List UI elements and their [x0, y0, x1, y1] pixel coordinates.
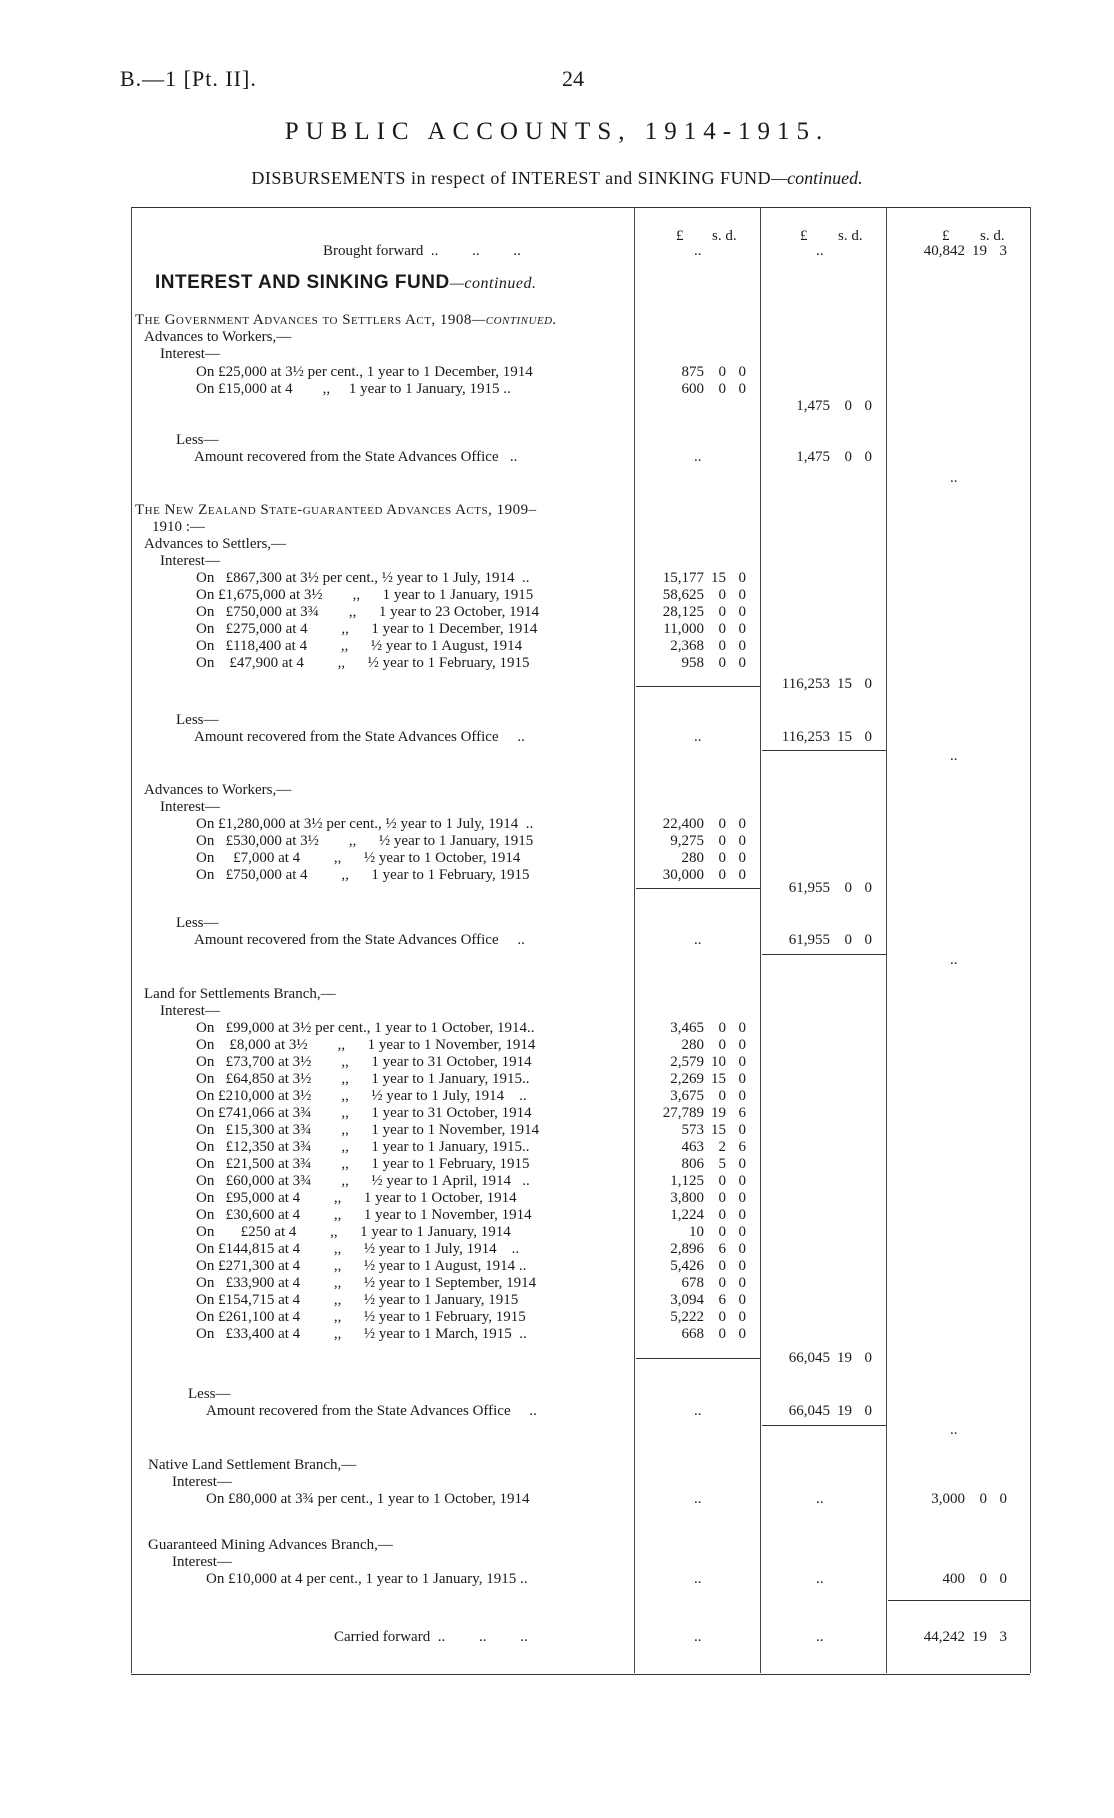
dots: .. — [950, 1422, 958, 1438]
brought-forward-amount: 40,842 19 3 — [923, 243, 1007, 259]
dots: .. — [816, 243, 824, 259]
workers-recovered-amount: 61,955 0 0 — [788, 932, 872, 948]
interest-line: On £95,000 at 4 ,, 1 year to 1 October, 1914 — [196, 1190, 517, 1206]
interest-amount: 1,125 0 0 — [670, 1173, 746, 1189]
interest-line: On £750,000 at 4 ,, 1 year to 1 February, 1915 — [196, 867, 530, 883]
col-rule-5 — [1030, 207, 1031, 1673]
col-rule-1 — [131, 207, 132, 1673]
dots: .. — [816, 1491, 824, 1507]
interest-line: On £144,815 at 4 ,, ½ year to 1 July, 1914 .. — [196, 1241, 520, 1257]
interest-line: On £15,000 at 4 ,, 1 year to 1 January, 1915 .. — [196, 381, 511, 397]
land-interest: Interest— — [160, 1003, 220, 1019]
col-rule-3 — [760, 207, 761, 1673]
settlers-recovered-amount: 116,253 15 0 — [781, 729, 872, 745]
interest-line: On £1,280,000 at 3½ per cent., ½ year to 1 July, 1914 .. — [196, 816, 534, 832]
mining-interest: Interest— — [172, 1554, 232, 1570]
interest-amount: 2,269 15 0 — [670, 1071, 746, 1087]
mining-amount: 400 0 0 — [942, 1571, 1007, 1587]
land-total: 66,045 19 0 — [788, 1350, 872, 1366]
interest-amount: 10 0 0 — [689, 1224, 746, 1240]
interest-amount: 3,800 0 0 — [670, 1190, 746, 1206]
gov-act-interest: Interest— — [160, 346, 220, 362]
interest-amount: 2,368 0 0 — [670, 638, 746, 654]
land-recovered: Amount recovered from the State Advances Office .. — [206, 1403, 537, 1419]
dots: .. — [694, 1403, 702, 1419]
workers-rule — [636, 888, 760, 889]
interest-amount: 600 0 0 — [681, 381, 746, 397]
interest-line: On £99,000 at 3½ per cent., 1 year to 1 October, 1914.. — [196, 1020, 535, 1036]
dots: .. — [694, 729, 702, 745]
interest-line: On £33,400 at 4 ,, ½ year to 1 March, 1915 .. — [196, 1326, 527, 1342]
dots: .. — [950, 748, 958, 764]
interest-line: On £271,300 at 4 ,, ½ year to 1 August, 1914 .. — [196, 1258, 527, 1274]
dots: .. — [816, 1571, 824, 1587]
settlers-recovered: Amount recovered from the State Advances Office .. — [194, 729, 525, 745]
page-subtitle: DISBURSEMENTS in respect of INTEREST and SINKING FUND—continued. — [251, 168, 863, 188]
dots: .. — [694, 932, 702, 948]
interest-amount: 27,789 19 6 — [662, 1105, 746, 1121]
interest-amount: 58,625 0 0 — [662, 587, 746, 603]
land-recovered-rule — [762, 1425, 886, 1426]
interest-amount: 875 0 0 — [681, 364, 746, 380]
native-sub: Native Land Settlement Branch,— — [148, 1457, 357, 1473]
mining-sub: Guaranteed Mining Advances Branch,— — [148, 1537, 393, 1553]
col1-sd: s. d. — [712, 228, 737, 244]
gov-act-sub: Advances to Workers,— — [144, 329, 292, 345]
gov-act-recovered-amount: 1,475 0 0 — [796, 449, 872, 465]
nz-act-title: The New Zealand State-guaranteed Advances Acts, 1909– — [135, 502, 537, 518]
carried-forward-label: Carried forward .. .. .. — [334, 1629, 528, 1645]
interest-line: On £275,000 at 4 ,, 1 year to 1 December, 1914 — [196, 621, 538, 637]
interest-amount: 5,222 0 0 — [670, 1309, 746, 1325]
land-recovered-amount: 66,045 19 0 — [788, 1403, 872, 1419]
nz-act-title-cont: 1910 :— — [152, 519, 205, 535]
col3-sd: s. d. — [980, 228, 1005, 244]
interest-amount: 3,465 0 0 — [670, 1020, 746, 1036]
gov-act-recovered: Amount recovered from the State Advances Office .. — [194, 449, 518, 465]
interest-line: On £64,850 at 3½ ,, 1 year to 1 January, 1915.. — [196, 1071, 530, 1087]
interest-amount: 678 0 0 — [681, 1275, 746, 1291]
workers-recovered-rule — [762, 954, 886, 955]
interest-line: On £21,500 at 3¾ ,, 1 year to 1 February, 1915 — [196, 1156, 530, 1172]
interest-amount: 573 15 0 — [681, 1122, 746, 1138]
native-interest: Interest— — [172, 1474, 232, 1490]
col-rule-4 — [886, 207, 887, 1673]
interest-line: On £250 at 4 ,, 1 year to 1 January, 1914 — [196, 1224, 511, 1240]
interest-line: On £30,600 at 4 ,, 1 year to 1 November, 1914 — [196, 1207, 532, 1223]
interest-line: On £750,000 at 3¾ ,, 1 year to 23 October, 1914 — [196, 604, 540, 620]
interest-line: On £261,100 at 4 ,, ½ year to 1 February, 1915 — [196, 1309, 526, 1325]
interest-line: On £47,900 at 4 ,, ½ year to 1 February, 1915 — [196, 655, 530, 671]
settlers-recovered-rule — [762, 750, 886, 751]
gov-act-title: The Government Advances to Settlers Act, 1908—continued. — [135, 312, 557, 328]
interest-line: On £741,066 at 3¾ ,, 1 year to 31 October, 1914 — [196, 1105, 532, 1121]
interest-amount: 3,675 0 0 — [670, 1088, 746, 1104]
interest-line: On £530,000 at 3½ ,, ½ year to 1 January, 1915 — [196, 833, 534, 849]
dots: .. — [694, 243, 702, 259]
settlers-less: Less— — [176, 712, 219, 728]
interest-amount: 9,275 0 0 — [670, 833, 746, 849]
interest-line: On £118,400 at 4 ,, ½ year to 1 August, 1914 — [196, 638, 523, 654]
dots: .. — [694, 1491, 702, 1507]
interest-amount: 2,896 6 0 — [670, 1241, 746, 1257]
workers-interest: Interest— — [160, 799, 220, 815]
interest-line: On £867,300 at 3½ per cent., ½ year to 1 July, 1914 .. — [196, 570, 530, 586]
interest-line: On £25,000 at 3½ per cent., 1 year to 1 December, 1914 — [196, 364, 533, 380]
interest-amount: 30,000 0 0 — [662, 867, 746, 883]
land-rule — [636, 1358, 760, 1359]
workers-less: Less— — [176, 915, 219, 931]
interest-amount: 15,177 15 0 — [662, 570, 746, 586]
dots: .. — [950, 470, 958, 486]
interest-amount: 958 0 0 — [681, 655, 746, 671]
workers-total: 61,955 0 0 — [788, 880, 872, 896]
settlers-interest: Interest— — [160, 553, 220, 569]
native-amount: 3,000 0 0 — [931, 1491, 1007, 1507]
col2-sd: s. d. — [838, 228, 863, 244]
interest-amount: 11,000 0 0 — [663, 621, 746, 637]
interest-amount: 280 0 0 — [681, 850, 746, 866]
carried-forward-amount: 44,242 19 3 — [923, 1629, 1007, 1645]
settlers-total: 116,253 15 0 — [781, 676, 872, 692]
workers-sub: Advances to Workers,— — [144, 782, 292, 798]
mining-line: On £10,000 at 4 per cent., 1 year to 1 January, 1915 .. — [206, 1571, 528, 1587]
dots: .. — [950, 952, 958, 968]
interest-line: On £33,900 at 4 ,, ½ year to 1 September, 1914 — [196, 1275, 537, 1291]
dots: .. — [694, 1571, 702, 1587]
interest-line: On £8,000 at 3½ ,, 1 year to 1 November, 1914 — [196, 1037, 536, 1053]
gov-act-less: Less— — [176, 432, 219, 448]
dots: .. — [816, 1629, 824, 1645]
settlers-sub: Advances to Settlers,— — [144, 536, 287, 552]
brought-forward-label: Brought forward .. .. .. — [323, 243, 521, 259]
interest-amount: 1,224 0 0 — [670, 1207, 746, 1223]
col2-pound: £ — [800, 228, 808, 244]
interest-amount: 22,400 0 0 — [662, 816, 746, 832]
interest-amount: 463 2 6 — [681, 1139, 746, 1155]
section-title: INTEREST AND SINKING FUND—continued. — [155, 272, 537, 293]
interest-amount: 668 0 0 — [681, 1326, 746, 1342]
interest-line: On £15,300 at 3¾ ,, 1 year to 1 November, 1914 — [196, 1122, 540, 1138]
settlers-rule — [636, 686, 760, 687]
interest-amount: 280 0 0 — [681, 1037, 746, 1053]
workers-recovered: Amount recovered from the State Advances Office .. — [194, 932, 525, 948]
interest-amount: 3,094 6 0 — [670, 1292, 746, 1308]
gov-act-total: 1,475 0 0 — [796, 398, 872, 414]
interest-amount: 28,125 0 0 — [662, 604, 746, 620]
interest-amount: 806 5 0 — [681, 1156, 746, 1172]
interest-line: On £12,350 at 3¾ ,, 1 year to 1 January, 1915.. — [196, 1139, 530, 1155]
mining-rule — [888, 1600, 1030, 1601]
land-less: Less— — [188, 1386, 231, 1402]
col3-pound: £ — [942, 228, 950, 244]
col-rule-2 — [634, 207, 635, 1673]
interest-amount: 2,579 10 0 — [670, 1054, 746, 1070]
land-sub: Land for Settlements Branch,— — [144, 986, 336, 1002]
interest-line: On £1,675,000 at 3½ ,, 1 year to 1 January, 1915 — [196, 587, 534, 603]
interest-line: On £60,000 at 3¾ ,, ½ year to 1 April, 1914 .. — [196, 1173, 530, 1189]
col1-pound: £ — [676, 228, 684, 244]
page-number: 24 — [562, 66, 584, 91]
dots: .. — [694, 449, 702, 465]
native-line: On £80,000 at 3¾ per cent., 1 year to 1 October, 1914 — [206, 1491, 530, 1507]
interest-line: On £154,715 at 4 ,, ½ year to 1 January, 1915 — [196, 1292, 519, 1308]
dots: .. — [694, 1629, 702, 1645]
interest-line: On £73,700 at 3½ ,, 1 year to 31 October, 1914 — [196, 1054, 532, 1070]
page-title: PUBLIC ACCOUNTS, 1914-1915. — [284, 118, 830, 145]
interest-amount: 5,426 0 0 — [670, 1258, 746, 1274]
interest-line: On £7,000 at 4 ,, ½ year to 1 October, 1914 — [196, 850, 521, 866]
header-ref: B.—1 [Pt. II]. — [120, 66, 257, 91]
interest-line: On £210,000 at 3½ ,, ½ year to 1 July, 1914 .. — [196, 1088, 527, 1104]
